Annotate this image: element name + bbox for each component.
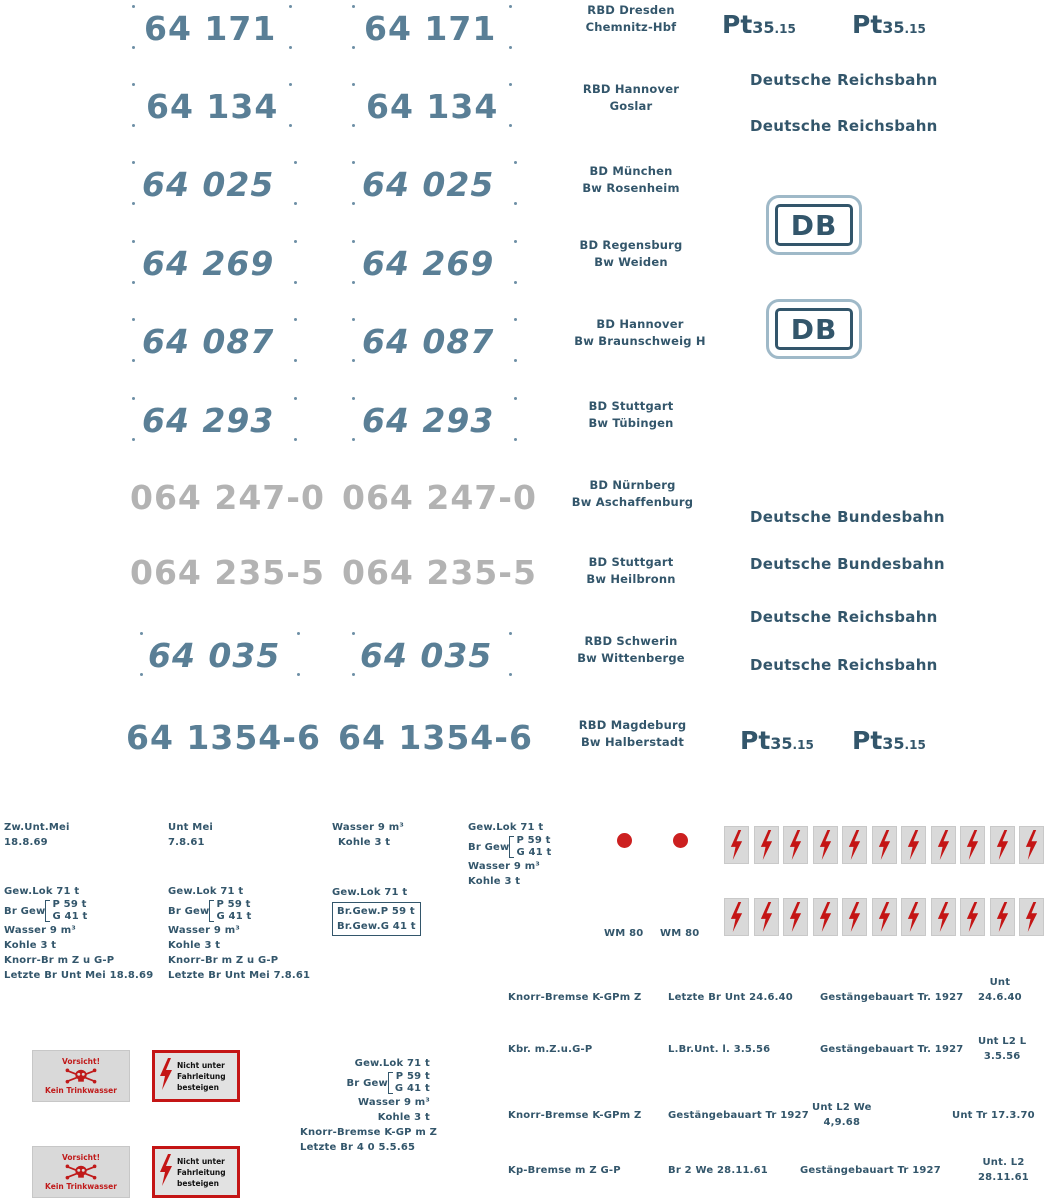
loco-number-text: 64 1354-6 [338,718,533,757]
loco-number-plate [132,397,297,441]
tech-block [4,884,153,983]
tech-line: Wasser 9 m³ [468,861,540,872]
depot-line1: BD Stuttgart [588,555,674,569]
bolt-warning-plate [901,898,926,936]
weight-bracket [509,835,551,859]
bolt-warning-plate [960,826,985,864]
lightning-bolt-icon [995,902,1010,932]
tech-line: Gew.Lok 71 t [168,886,244,897]
tech-block-header [4,820,70,850]
tech-line: Kohle 3 t [4,940,57,951]
loco-number-plate [352,83,512,127]
lightning-bolt-icon [788,830,803,860]
loco-number-text: 64 035 [148,636,281,675]
brake-cell: Unt Tr 17.3.70 [952,1110,1035,1121]
warning-text [175,1156,226,1189]
bolt-warning-plate [872,898,897,936]
brake-cell: Unt 24.6.40 [978,977,1022,1003]
loco-number-text: 64 025 [362,165,495,204]
loco-number-text: 64 134 [146,87,279,126]
loco-number-plate [140,632,300,676]
pt-decimal: .15 [792,738,814,752]
brake-cell: Kp-Bremse m Z G-P [508,1165,621,1176]
depot-line2: Bw Rosenheim [582,181,680,195]
wm80-label: WM 80 [660,928,700,939]
weight-bracket [45,899,87,923]
tech-line: Gew.Lok 71 t [332,887,408,898]
pt-mark [852,10,926,39]
brake-cell: Gestängebauart Tr 1927 [668,1110,809,1121]
depot-line1: BD München [589,164,673,178]
warning-line2: Fahrleitung [177,1071,226,1081]
skull-crossbones-icon [64,1068,98,1084]
pt-number: 35 [882,18,905,37]
tech-line: P 59 t [52,899,87,910]
tech-line: Br Gew [346,1077,388,1089]
tech-line: G 41 t [52,911,88,922]
pt-prefix: Pt [852,726,883,755]
depot-line1: BD Hannover [596,317,684,331]
brake-cell: Kbr. m.Z.u.G-P [508,1044,593,1055]
tech-line: Kohle 3 t [377,1112,430,1123]
warning-line1: Vorsicht! [61,1153,101,1162]
pt-prefix: Pt [740,726,771,755]
pt-prefix: Pt [722,10,753,39]
pt-number: 35 [770,734,793,753]
warning-line2: Kein Trinkwasser [45,1182,117,1191]
depot-block [560,2,702,36]
tech-line: G 41 t [394,1083,430,1094]
brake-cell: Unt. L2 28.11.61 [978,1157,1029,1183]
depot-line1: RBD Dresden [587,3,675,17]
loco-number-text: 064 235-5 [342,553,537,592]
loco-number-plate [132,161,297,205]
loco-number-text: 64 293 [142,401,275,440]
loco-number-plate [352,240,517,284]
lightning-bolt-icon [906,902,921,932]
pt-prefix: Pt [852,10,883,39]
bolt-warning-plate [1019,898,1044,936]
lightning-bolt-icon [847,902,862,932]
warning-line3: besteigen [177,1178,219,1188]
bolt-warning-plate [872,826,897,864]
loco-number-text: 64 035 [360,636,493,675]
depot-block [560,237,702,271]
tech-line: Kohle 3 t [468,876,521,887]
loco-number-text: 64 269 [362,244,495,283]
tech-line: Knorr-Bremse K-GP m Z [300,1127,438,1138]
depot-line1: BD Regensburg [579,238,683,252]
db-logo [766,299,862,359]
lightning-bolt-icon [818,902,833,932]
pt-decimal: .15 [904,738,926,752]
tech-line: Gew.Lok 71 t [468,822,544,833]
company-name: Deutsche Reichsbahn [750,71,938,89]
tech-line: Knorr-Br m Z u G-P [4,955,115,966]
depot-block [560,554,702,588]
tech-line: Kohle 3 t [338,837,391,848]
tech-line: P 59 t [516,835,551,846]
lightning-bolt-icon [159,1154,175,1191]
lightning-bolt-icon [759,830,774,860]
brake-cell: L.Br.Unt. l. 3.5.56 [668,1044,771,1055]
depot-block [560,81,702,115]
tech-line: P 59 t [395,1071,430,1082]
bolt-warning-plate [754,826,779,864]
bolt-warning-plate [1019,826,1044,864]
depot-line2: Chemnitz-Hbf [585,20,677,34]
db-logo [766,195,862,255]
tech-line: G 41 t [216,911,252,922]
depot-line2: Bw Weiden [594,255,668,269]
tech-line: P 59 t [216,899,251,910]
lightning-bolt-icon [877,830,892,860]
loco-number-plate [352,5,512,49]
bolt-warning-plate [813,826,838,864]
tech-line: Gew.Lok 71 t [4,886,80,897]
lightning-bolt-icon [847,830,862,860]
tech-line: G 41 t [516,847,552,858]
db-logo-label: DB [775,204,853,246]
tech-line: Kohle 3 t [168,940,221,951]
tech-line: Wasser 9 m³ [332,822,404,833]
lightning-bolt-icon [965,902,980,932]
lightning-bolt-icon [995,830,1010,860]
warning-plate-overhead [152,1050,240,1102]
tech-line: Wasser 9 m³ [168,925,240,936]
bolt-warning-plate [813,898,838,936]
brake-row [508,990,641,1005]
loco-number-text: 64 1354-6 [126,718,321,757]
tech-line: Wasser 9 m³ [358,1097,430,1108]
skull-crossbones-icon [64,1164,98,1180]
lightning-bolt-icon [729,902,744,932]
bolt-warning-plate [724,826,749,864]
depot-block [555,477,710,511]
brake-cell: Gestängebauart Tr 1927 [800,1165,941,1176]
company-name: Deutsche Bundesbahn [750,508,945,526]
depot-block [560,316,720,350]
tech-block [168,884,310,983]
loco-number-plate [352,161,517,205]
depot-block [555,717,710,751]
brake-cell: Unt L2 L 3.5.56 [978,1036,1027,1062]
lightning-bolt-icon [936,902,951,932]
tech-line: Gew.Lok 71 t [354,1058,430,1069]
loco-number-text: 064 247-0 [130,478,325,517]
pt-number: 35 [752,18,775,37]
bolt-warning-plate [960,898,985,936]
loco-number-text: 64 134 [366,87,499,126]
tech-line: 18.8.69 [4,837,48,848]
tech-line: Letzte Br Unt Mei 18.8.69 [4,970,154,981]
brake-cell: Letzte Br Unt 24.6.40 [668,992,793,1003]
loco-number-plate [132,83,292,127]
tech-block [332,885,421,936]
depot-line2: Bw Tübingen [588,416,674,430]
depot-line1: BD Stuttgart [588,399,674,413]
pt-mark [740,726,814,755]
loco-number-plate [132,318,297,362]
depot-block [560,633,702,667]
pt-number: 35 [882,734,905,753]
bolt-warning-plate [990,826,1015,864]
warning-line3: besteigen [177,1082,219,1092]
company-name: Deutsche Reichsbahn [750,656,938,674]
depot-line1: BD Nürnberg [589,478,676,492]
pt-decimal: .15 [904,22,926,36]
warning-line1: Vorsicht! [61,1057,101,1066]
lightning-bolt-icon [877,902,892,932]
bolt-warning-plate [931,898,956,936]
bolt-warning-plate [990,898,1015,936]
lightning-bolt-icon [1024,830,1039,860]
lightning-bolt-icon [759,902,774,932]
warning-line1: Nicht unter [177,1060,225,1070]
depot-line2: Bw Wittenberge [577,651,685,665]
loco-number-text: 64 025 [142,165,275,204]
red-dot-decal [617,833,632,848]
loco-number-plate [352,318,517,362]
bolt-warning-plate [754,898,779,936]
loco-number-text: 64 269 [142,244,275,283]
depot-block [560,163,702,197]
warning-text [175,1060,226,1093]
bolt-warning-plate [842,826,867,864]
lightning-bolt-icon [936,830,951,860]
bolt-warning-plate [842,898,867,936]
loco-number-text: 64 087 [362,322,495,361]
tech-line: Unt Mei [168,822,214,833]
depot-line1: RBD Magdeburg [578,718,687,732]
warning-line1: Nicht unter [177,1156,225,1166]
tech-line: Br Gew [168,905,210,917]
tech-line: Knorr-Br m Z u G-P [168,955,279,966]
lightning-bolt-icon [788,902,803,932]
wm80-label: WM 80 [604,928,644,939]
company-name: Deutsche Reichsbahn [750,117,938,135]
loco-number-text: 64 087 [142,322,275,361]
depot-line1: RBD Hannover [582,82,680,96]
brake-cell: Unt L2 We 4,9.68 [812,1102,872,1128]
tech-box [332,902,421,936]
tech-block-header [168,820,213,850]
db-logo-label: DB [775,308,853,350]
depot-line2: Goslar [609,99,653,113]
tech-line: Br.Gew.G 41 t [337,921,416,932]
warning-plate-overhead [152,1146,240,1198]
pt-decimal: .15 [774,22,796,36]
bolt-warning-plate [783,898,808,936]
brake-cell: Knorr-Bremse K-GPm Z [508,992,642,1003]
company-name: Deutsche Reichsbahn [750,608,938,626]
lightning-bolt-icon [965,830,980,860]
warning-line2: Kein Trinkwasser [45,1086,117,1095]
bolt-warning-plate [901,826,926,864]
lightning-bolt-icon [818,830,833,860]
tech-line: Wasser 9 m³ [4,925,76,936]
bolt-warning-plate [724,898,749,936]
loco-number-text: 64 171 [144,9,277,48]
brake-cell: Gestängebauart Tr. 1927 [820,1044,964,1055]
loco-number-text: 064 235-5 [130,553,325,592]
tech-line: 7.8.61 [168,837,205,848]
loco-number-plate [132,240,297,284]
warning-plate-water [32,1050,130,1102]
loco-number-text: 064 247-0 [342,478,537,517]
warning-line2: Fahrleitung [177,1167,226,1177]
company-name: Deutsche Bundesbahn [750,555,945,573]
loco-number-text: 64 171 [364,9,497,48]
loco-number-plate [132,5,292,49]
tech-block [468,820,552,889]
bolt-warning-plate [783,826,808,864]
loco-number-text: 64 293 [362,401,495,440]
depot-line2: Bw Heilbronn [586,572,676,586]
depot-line2: Bw Halberstadt [580,735,685,749]
tech-line: Letzte Br Unt Mei 7.8.61 [168,970,311,981]
tech-line: Letzte Br 4 0 5.5.65 [300,1142,416,1153]
weight-bracket [209,899,251,923]
depot-block [560,398,702,432]
loco-number-plate [352,632,512,676]
brake-cell: Gestängebauart Tr. 1927 [820,992,964,1003]
tech-block [300,1056,438,1155]
tech-line: Br.Gew.P 59 t [337,906,415,917]
lightning-bolt-icon [729,830,744,860]
tech-line: Zw.Unt.Mei [4,822,70,833]
tech-block-header [332,820,404,850]
tech-line: Br Gew [468,841,510,853]
pt-mark [852,726,926,755]
depot-line1: RBD Schwerin [584,634,678,648]
lightning-bolt-icon [159,1058,175,1095]
depot-line2: Bw Braunschweig H [574,334,706,348]
weight-bracket [388,1071,430,1095]
pt-mark [722,10,796,39]
tech-line: Br Gew [4,905,46,917]
loco-number-plate [352,397,517,441]
red-dot-decal [673,833,688,848]
lightning-bolt-icon [906,830,921,860]
warning-plate-water [32,1146,130,1198]
lightning-bolt-icon [1024,902,1039,932]
depot-line2: Bw Aschaffenburg [571,495,694,509]
bolt-warning-plate [931,826,956,864]
brake-cell: Br 2 We 28.11.61 [668,1165,768,1176]
brake-cell: Knorr-Bremse K-GPm Z [508,1110,642,1121]
